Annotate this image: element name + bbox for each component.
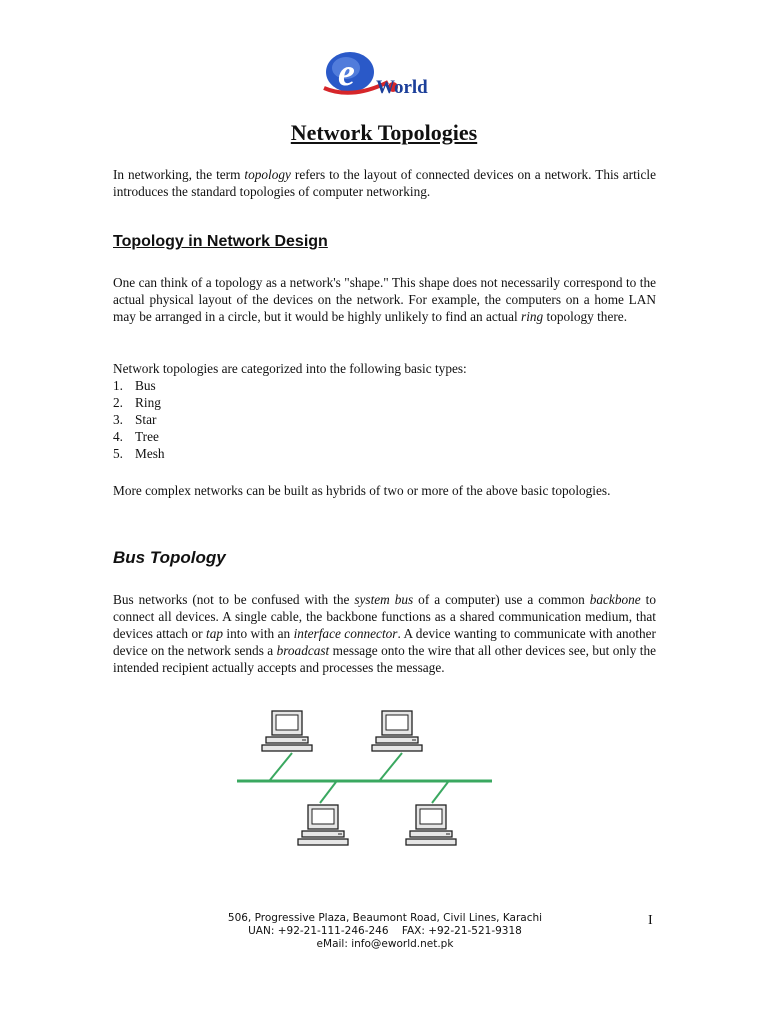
list-item: 2. Ring (113, 395, 161, 410)
footer-address-line: 506, Progressive Plaza, Beaumont Road, Civil Lines, Karachi (227, 912, 543, 924)
list-item: 1. Bus (113, 378, 156, 393)
list-item: 5. Mesh (113, 446, 165, 461)
list-item: 4. Tree (113, 429, 159, 444)
tap-line (320, 782, 336, 803)
topology-type-list (113, 377, 165, 462)
section-heading-topology-design: Topology in Network Design (113, 233, 328, 250)
tap-line (380, 753, 402, 780)
page-number: I (648, 913, 653, 928)
footer-phone-line: UAN: +92-21-111-246-246 FAX: +92-21-521-9318 (248, 925, 522, 937)
intro-paragraph: In networking, the term topology refers to the layout of connected devices on a network. This article introduces the standard topologies of computer networking. (113, 167, 657, 199)
computer-icon (372, 711, 422, 751)
page-title: Network Topologies (290, 120, 478, 145)
section-heading-bus-topology: Bus Topology (113, 548, 226, 567)
list-item: 3. Star (113, 412, 157, 427)
tap-line (432, 782, 448, 803)
footer-address (200, 912, 570, 951)
bus-topology-diagram (230, 703, 500, 855)
footer-email-line: eMail: info@eworld.net.pk (316, 938, 454, 950)
computer-icon (406, 805, 456, 845)
tap-line (270, 753, 292, 780)
hybrid-paragraph: More complex networks can be built as hybrids of two or more of the above basic topologies. (113, 483, 611, 498)
svg-text:e: e (338, 52, 355, 94)
computer-icon (262, 711, 312, 751)
computer-icon (298, 805, 348, 845)
list-intro: Network topologies are categorized into the following basic types: (113, 361, 467, 376)
bus-paragraph: Bus networks (not to be confused with the system bus of a computer) use a common backbone to connect all devices. A single cable, the backbone functions as a shared communication medium, that devices attach or tap into with an interface connector. A device wanting to communicate with another device on the network sends a broadcast message onto the wire that all other devices see, but only the intended recipient actually accepts and processes the message. (113, 592, 656, 675)
topology-shape-paragraph: One can think of a topology as a network's "shape." This shape does not necessarily correspond to the actual physical layout of the devices on the network. For example, the computers on a home LAN may be arranged in a circle, but it would be highly unlikely to find an actual ring topology there. (113, 275, 656, 324)
logo-wordmark: World (376, 77, 428, 98)
